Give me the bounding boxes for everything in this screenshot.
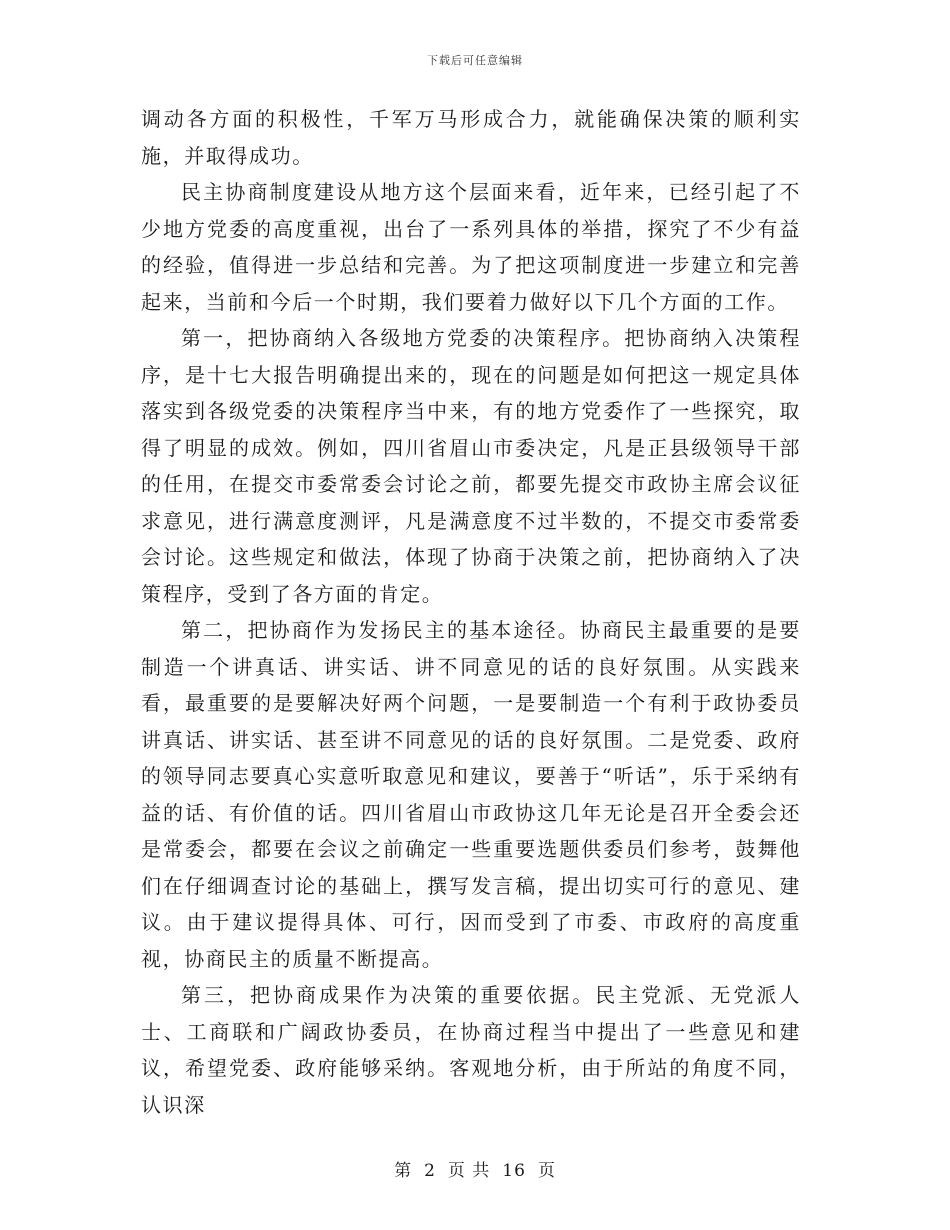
footer-current-page: 2 — [424, 1161, 436, 1181]
footer-middle: 页 共 — [447, 1161, 491, 1181]
footer-suffix: 页 — [537, 1161, 556, 1181]
document-body — [141, 101, 801, 1123]
footer-prefix: 第 — [394, 1161, 413, 1181]
page-number-footer — [0, 1156, 950, 1181]
footer-total-pages: 16 — [502, 1161, 526, 1181]
paragraph-intro: 民主协商制度建设从地方这个层面来看，近年来，已经引起了不少地方党委的高度重视，出台了一系列具体的举措，探究了不少有益的经验，值得进一步总结和完善。为了把这项制度进一步建立和完善起来，当前和今后一个时期，我们要着力做好以下几个方面的工作。 — [141, 180, 801, 314]
page-header-note: 下载后可任意编辑 — [427, 54, 523, 67]
paragraph-point-one: 第一，把协商纳入各级地方党委的决策程序。把协商纳入决策程序，是十七大报告明确提出来的，现在的问题是如何把这一规定具体落实到各级党委的决策程序当中来，有的地方党委作了一些探究，取得了明显的成效。例如，四川省眉山市委决定，凡是正县级领导干部的任用，在提交市委常委会讨论之前，都要先提交市政协主席会议征求意见，进行满意度测评，凡是满意度不过半数的，不提交市委常委会讨论。这些规定和做法，体现了协商于决策之前，把协商纳入了决策程序，受到了各方面的肯定。 — [141, 326, 801, 606]
paragraph-point-three: 第三，把协商成果作为决策的重要依据。民主党派、无党派人士、工商联和广阔政协委员，在协商过程当中提出了一些意见和建议，希望党委、政府能够采纳。客观地分析，由于所站的角度不同，认识深 — [141, 983, 801, 1117]
paragraph-continued: 调动各方面的积极性，千军万马形成合力，就能确保决策的顺利实施，并取得成功。 — [141, 107, 801, 168]
paragraph-point-two: 第二，把协商作为发扬民主的基本途径。协商民主最重要的是要制造一个讲真话、讲实话、讲不同意见的话的良好氛围。从实践来看，最重要的是要解决好两个问题，一是要制造一个有利于政协委员讲真话、讲实话、甚至讲不同意见的话的良好氛围。二是党委、政府的领导同志要真心实意听取意见和建议，要善于“听话”，乐于采纳有益的话、有价值的话。四川省眉山市政协这几年无论是召开全委会还是常委会，都要在会议之前确定一些重要选题供委员们参考，鼓舞他们在仔细调查讨论的基础上，撰写发言稿，提出切实可行的意见、建议。由于建议提得具体、可行，因而受到了市委、市政府的高度重视，协商民主的质量不断提高。 — [141, 618, 801, 971]
